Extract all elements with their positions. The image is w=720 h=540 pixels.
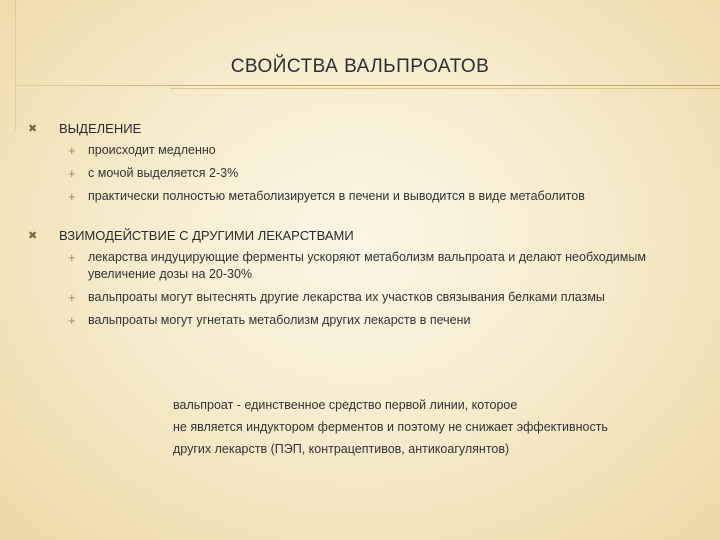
list-item [28, 165, 698, 182]
section-heading [28, 120, 698, 138]
plus-icon: + [68, 250, 76, 265]
x-mark-icon: ✖ [28, 230, 38, 242]
plus-icon: + [68, 143, 76, 158]
list-item-text: вальпроаты могут вытеснять другие лекарства их участков связывания белками плазмы [88, 290, 605, 304]
bullet-list [28, 142, 698, 205]
section-heading [28, 227, 698, 245]
bullet-list [28, 249, 698, 329]
slide-content [28, 120, 698, 335]
title-bar [0, 52, 720, 96]
section-heading-text: ВЗИМОДЕЙСТВИЕ С ДРУГИМИ ЛЕКАРСТВАМИ [59, 228, 354, 243]
list-item-text: происходит медленно [88, 143, 216, 157]
note-line: не является индуктором ферментов и поэтому не снижает эффективность [173, 420, 608, 434]
list-item [28, 142, 698, 159]
section-interactions [28, 227, 698, 329]
list-item [28, 188, 698, 205]
slide-title: СВОЙСТВА ВАЛЬПРОАТОВ [230, 56, 490, 77]
list-item-text: с мочой выделяется 2-3% [88, 166, 239, 180]
section-excretion [28, 120, 698, 205]
note-line: вальпроат - единственное средство первой линии, которое [173, 398, 518, 412]
plus-icon: + [68, 166, 76, 181]
section-heading-text: ВЫДЕЛЕНИЕ [59, 121, 142, 136]
summary-note [173, 396, 693, 462]
x-mark-icon: ✖ [28, 123, 38, 135]
list-item [28, 289, 698, 306]
list-item-text: практически полностью метаболизируется в печени и выводится в виде метаболитов [88, 189, 585, 203]
plus-icon: + [68, 189, 76, 204]
list-item [28, 312, 698, 329]
note-line: других лекарств (ПЭП, контрацептивов, антикоагулянтов) [173, 442, 510, 456]
list-item [28, 249, 698, 283]
list-item-text: вальпроаты могут угнетать метаболизм других лекарств в печени [88, 313, 471, 327]
title-underline [15, 85, 720, 86]
title-underline-secondary [170, 88, 720, 89]
plus-icon: + [68, 290, 76, 305]
list-item-text: лекарства индуцирующие ферменты ускоряют метаболизм вальпроата и делают необходимым увеличение дозы на 20-30% [88, 250, 646, 281]
plus-icon: + [68, 313, 76, 328]
